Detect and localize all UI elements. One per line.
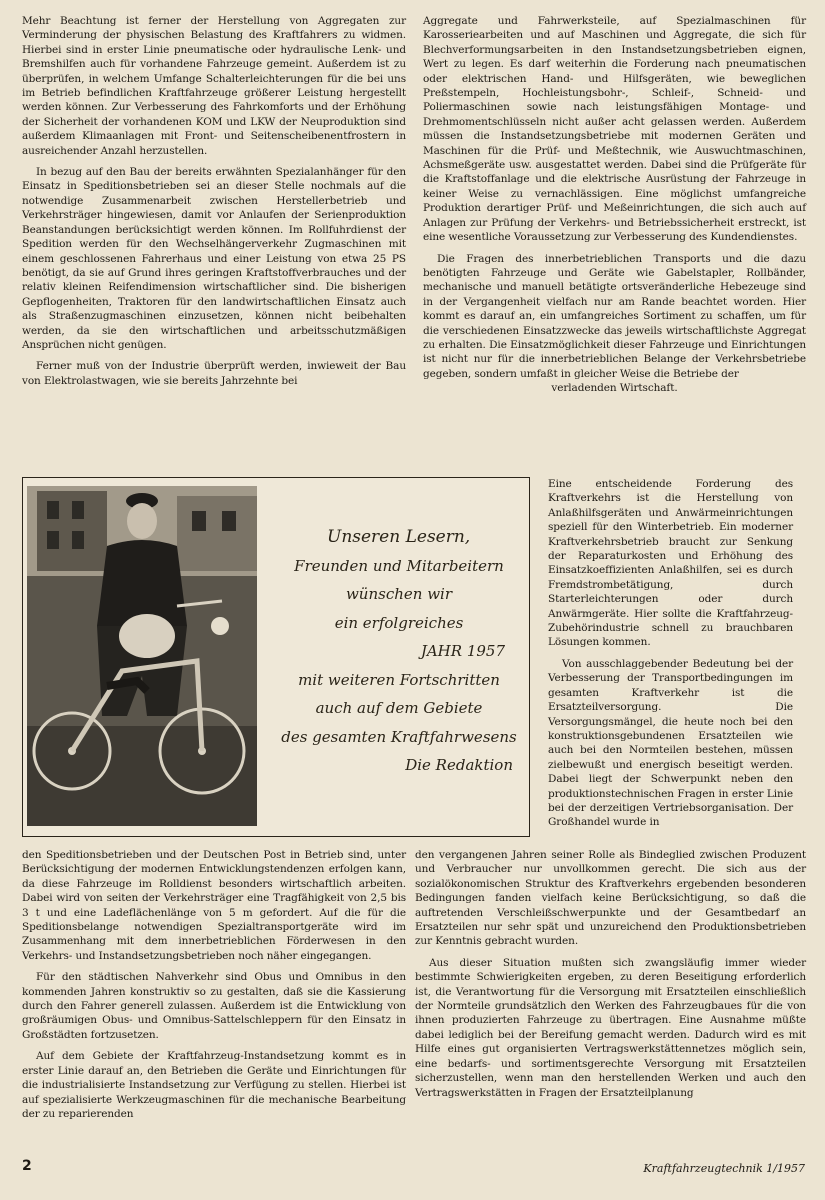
paragraph: Für den städtischen Nahverkehr sind Obus und Omnibus in den kommenden Jahren konstruktiv so zu gestalten, daß sie die Kassierung durch den Fahrer generell zulassen. Außerdem ist die Entwicklung von großräumigen Obus- und Omnibus-Sattelschleppern für den Einsatz in Großstädten fortzusetzen. — [22, 971, 406, 1041]
paragraph: verladenden Wirtschaft. — [551, 382, 678, 395]
right-column-middle — [548, 477, 793, 830]
greeting-signature: Die Redaktion — [405, 756, 513, 774]
right-column-bottom — [415, 848, 806, 1100]
paragraph: den vergangenen Jahren seiner Rolle als Bindeglied zwischen Produzent und Verbraucher nur unvollkommen gerecht. Die sich aus der sozialökonomischen Struktur des Kraftverkehrs ergebenden besonderen Bedingungen fanden vielfach keine Berücksichtigung, so daß die auftretenden Verschleißschwerpunkte und der Gesamtbedarf an Ersatzteilen nur sehr spät und unzureichend den Produktionsbetrieben zur Kenntnis gebracht wurden. — [415, 849, 806, 948]
paragraph: Von ausschlaggebender Bedeutung bei der Verbesserung der Transportbedingungen im gesamten Kraftverkehr ist die Ersatzteilversorgung. Die Versorgungsmängel, die heute noch bei den konstruktionsgebundenen Ersatzteilen wie auch bei den Normteilen bestehen, müssen zielbewußt und energisch beseitigt werden. Dabei liegt der Schwerpunkt neben den produktionstechnischen Fragen in erster Linie bei der derzeitigen Vertriebsorganisation. Der Großhandel wurde in — [548, 657, 793, 829]
new-year-greeting-box — [22, 477, 530, 837]
paragraph: Eine entscheidende Forderung des Kraftverkehrs ist die Herstellung von Anlaßhilfsgeräten und Anwärmeinrichtungen speziell für den Winterbetrieb. Ein moderner Kraftverkehrsbetrieb braucht zur Senkung der Reparaturkosten und Erhöhung des Einsatzkoeffizienten Anlaßhilfen, sei es durch Fremdstrombetätigung, durch Starterleichterungen oder durch Anwärmgeräte. Hier sollte die Kraftfahrzeug-Zubehörindustrie schnell zu brauchbaren Lösungen kommen. — [548, 478, 793, 649]
greeting-text — [275, 523, 523, 780]
greeting-line: wünschen wir — [345, 585, 453, 603]
paragraph: Mehr Beachtung ist ferner der Herstellung von Aggregaten zur Verminderung der physischen Belastung des Kraftfahrers zu widmen. Hierbei sind in erster Linie pneumatische oder hydraulische Lenk- und Bremshilfen auch für vorhandene Fahrzeuge gemeint. Außerdem ist zu überprüfen, in welchem Umfange Schalterleichterungen für die bei uns im Betrieb befindlichen Kraftfahrzeuge größerer Leistung hergestellt werden können. Zur Verbesserung des Fahrkomforts und der Erhöhung der Sicherheit der vorhandenen KOM und LKW der Neuproduktion sind außerdem Klimaanlagen mit Front- und Seitenscheibenentfrostern in ausreichender Anzahl herzustellen. — [22, 15, 406, 157]
paragraph: Aus dieser Situation mußten sich zwangsläufig immer wieder bestimmte Schwierigkeiten ergeben, zu deren Beseitigung erforderlich ist, die Verantwortung für die Versorgung mit Ersatzteilen einschließlich der Normteile grundsätzlich den Werken des Fahrzeugbaues für die von ihnen produzierten Fahrzeuge zu übertragen. Eine Ausnahme müßte dabei lediglich bei der Bereifung gemacht werden. Dadurch wird es mit Hilfe eines gut organisierten Vertragswerkstättennetzes möglich sein, eine bedarfs- und sortimentsgerechte Versorgung mit Ersatzteilen sicherzustellen, wenn man den herstellenden Werken und auch den Vertragswerkstätten in Fragen der Ersatzteilplanung — [415, 956, 806, 1099]
greeting-line: ein erfolgreiches — [334, 613, 464, 632]
paragraph: Die Fragen des innerbetrieblichen Transports und die dazu benötigten Fahrzeuge und Geräte wie Gabelstapler, Rollbänder, mechanische und manuell betätigte ortsveränderliche Hebezeuge sind in der Vergangenheit vielfach nur am Rande beachtet worden. Hier kommt es darauf an, ein umfangreiches Sortiment zu schaffen, um für die verschiedenen Einsatzzwecke das jeweils wirtschaftlichste Aggregat zu erhalten. Die Einsatzmöglichkeit dieser Fahrzeuge und Einrichtungen ist nicht nur für die innerbetrieblichen Belange der Verkehrsbetriebe gegeben, sondern umfaßt in gleicher Weise die Betriebe der — [423, 252, 806, 380]
left-column-bottom — [22, 848, 406, 1121]
paragraph: Auf dem Gebiete der Kraftfahrzeug-Instandsetzung kommt es in erster Linie darauf an, den Betrieben die Geräte und Einrichtungen für die industrialisierte Instandsetzung zur Verfügung zu stellen. Hierbei ist auf spezialisierte Werkzeugmaschinen für die mechanische Bearbeitung der zu reparierenden — [22, 1050, 406, 1120]
right-column-top — [423, 14, 806, 396]
journal-footer: Kraftfahrzeugtechnik 1/1957 — [643, 1162, 805, 1175]
paragraph: Ferner muß von der Industrie überprüft werden, inwieweit der Bau von Elektrolastwagen, wie sie bereits Jahrzehnte bei — [22, 360, 406, 387]
greeting-line: mit weiteren Fortschritten — [298, 670, 500, 689]
greeting-line: Freunden und Mitarbeitern — [294, 556, 504, 575]
greeting-line: JAHR 1957 — [420, 642, 505, 660]
paragraph: Aggregate und Fahrwerksteile, auf Spezialmaschinen für Karosseriearbeiten und auf Maschinen und Aggregate, die sich für Blechverformungsarbeiten in den Instandsetzungsbetrieben eignen, Wert zu legen. Es darf weiterhin die Forderung nach pneumatischen oder elektrischen Hand- und Hilfsgeräten, wie beweglichen Preßstempeln, Hochleistungsbohr-, Schleif-, Schneid- und Poliermaschinen sowie nach leistungsfähigen Montage- und Drehmomentschlüsseln nicht außer acht gelassen werden. Außerdem müssen die Instandsetzungsbetriebe mit modernen Geräten und Maschinen für die Prüf- und Meßtechnik, wie Auswuchtmaschinen, Achsmeßgeräte usw. ausgestattet werden. Dabei sind die Prüfgeräte für die Kraftstoffanlage und die elektrische Ausrüstung der Fahrzeuge in keiner Weise zu vernachlässigen. Eine möglichst umfangreiche Produktion derartiger Prüf- und Meßeinrichtungen, die sich auch auf Anlagen zur Prüfung der Verkehrs- und Betriebssicherheit erstreckt, ist eine wesentliche Voraussetzung zur Verbesserung des Kundendienstes. — [423, 15, 806, 244]
greeting-line: des gesamten Kraftfahrwesens — [281, 727, 517, 746]
left-column-top — [22, 14, 406, 388]
greeting-line: Unseren Lesern, — [327, 527, 471, 547]
paragraph: den Speditionsbetrieben und der Deutschen Post in Betrieb sind, unter Berücksichtigung der modernen Entwicklungstendenzen erfolgen kann, da diese Fahrzeuge im Rolldienst besonders wirtschaftlich arbeiten. Dabei wird von seiten der Verkehrsträger eine Tragfähigkeit von 2,5 bis 3 t und eine Ladeflächenlänge von 5 m gefordert. Auf die für die Speditionsbelange notwendigen Spezialtransportgeräte wird im Zusammenhang mit dem innerbetrieblichen Förderwesen in den Verkehrs- und Instandsetzungsbetrieben noch näher eingegangen. — [22, 849, 406, 962]
page-number: 2 — [22, 1158, 32, 1174]
greeting-line: auch auf dem Gebiete — [315, 699, 483, 717]
motorcycle-rider-photo — [27, 486, 257, 826]
paragraph: In bezug auf den Bau der bereits erwähnten Spezialanhänger für den Einsatz in Speditionsbetrieben sei an dieser Stelle nochmals auf die notwendige Zusammenarbeit zwischen Herstellerbetrieb und Verkehrsträger hingewiesen, damit vor Anlaufen der Serienproduktion Beanstandungen berücksichtigt werden können. Im Rollfuhrdienst der Spedition werden für den Wechselhängerverkehr Zugmaschinen mit einem geschlossenen Fahrerhaus und einer Leistung von etwa 25 PS benötigt, da sie auf Grund ihres geringen Kraftstoffverbrauches und der relativ kleinen Reifendimension wirtschaftlicher sind. Die bisherigen Gepflogenheiten, Traktoren für den landwirtschaftlichen Einsatz auch als Straßenzugmaschinen einzusetzen, können nicht beibehalten werden, da sie den wirtschaftlichen und arbeitsschutzmäßigen Ansprüchen nicht genügen. — [22, 166, 406, 351]
